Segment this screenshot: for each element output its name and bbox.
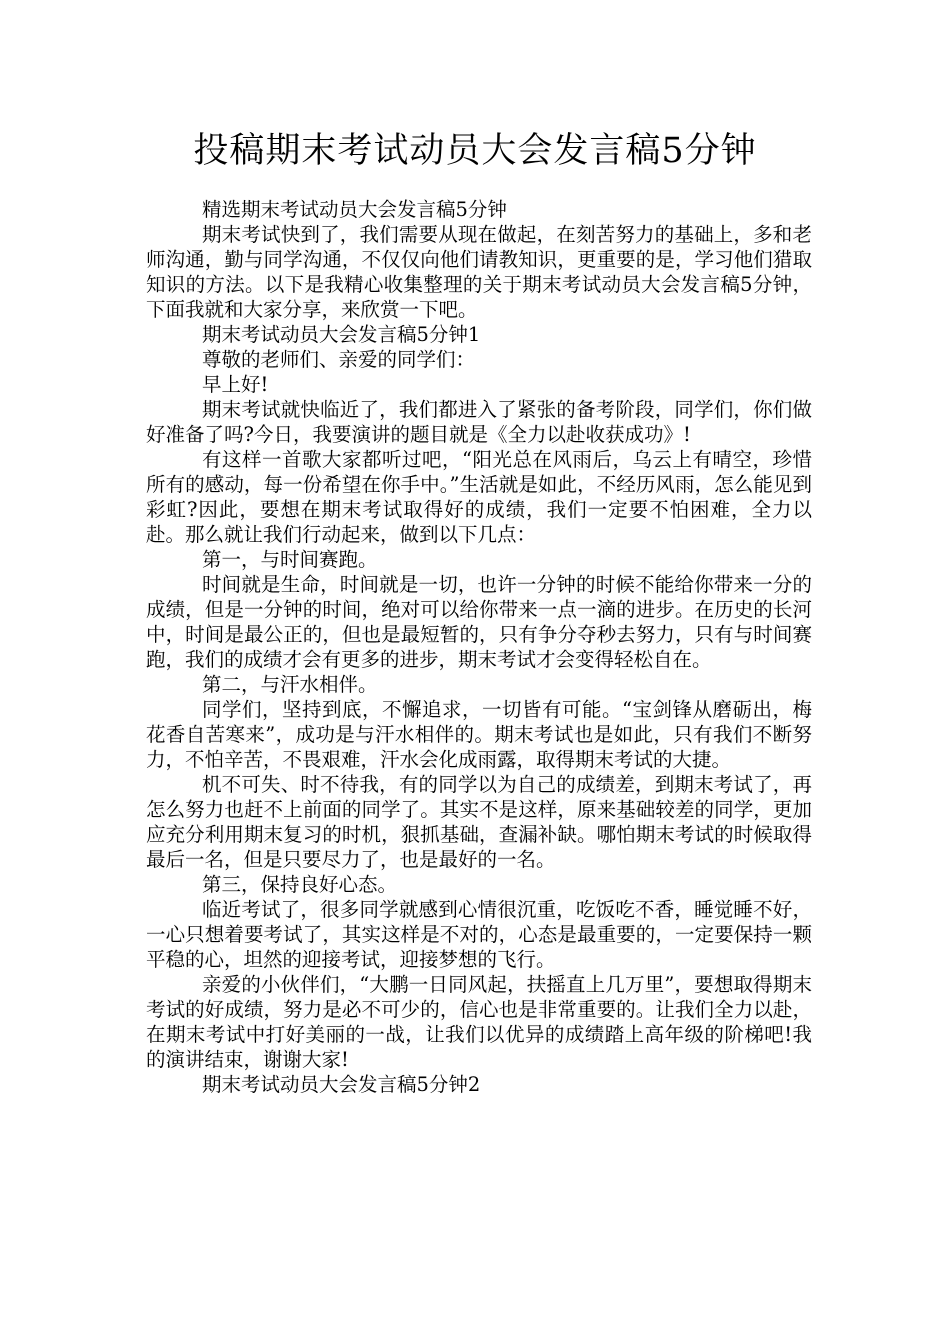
paragraph: 同学们，坚持到底，不懈追求，一切皆有可能。“宝剑锋从磨砺出，梅花香自苦寒来”，成功是与汗水相伴的。期末考试也是如此，只有我们不断努力，不怕辛苦，不畏艰难，汗水会化成雨露，取得期末考试的大捷。 xyxy=(146,698,812,771)
paragraph-greeting: 早上好! xyxy=(202,373,269,396)
paragraph-subtitle: 精选期末考试动员大会发言稿5分钟 xyxy=(202,198,507,221)
paragraph-intro: 期末考试快到了，我们需要从现在做起，在刻苦努力的基础上，多和老师沟通，勤与同学沟通，不仅仅向他们请教知识，更重要的是，学习他们猎取知识的方法。以下是我精心收集整理的关于期末考试动员大会发言稿5分钟，下面我就和大家分享，来欣赏一下吧。 xyxy=(146,223,812,321)
paragraph: 期末考试就快临近了，我们都进入了紧张的备考阶段，同学们，你们做好准备了吗?今日，我要演讲的题目就是《全力以赴收获成功》! xyxy=(146,398,812,446)
point-heading-2: 第二，与汗水相伴。 xyxy=(202,673,378,696)
document-body xyxy=(146,197,812,1097)
section-heading-1: 期末考试动员大会发言稿5分钟1 xyxy=(202,323,481,346)
document-title: 投稿期末考试动员大会发言稿5分钟 xyxy=(193,131,757,171)
paragraph: 临近考试了，很多同学就感到心情很沉重，吃饭吃不香，睡觉睡不好，一心只想着要考试了，其实这样是不对的，心态是最重要的，一定要保持一颗平稳的心，坦然的迎接考试，迎接梦想的飞行。 xyxy=(146,898,812,971)
point-heading-3: 第三，保持良好心态。 xyxy=(202,873,398,896)
point-heading-1: 第一，与时间赛跑。 xyxy=(202,548,378,571)
paragraph: 有这样一首歌大家都听过吧，“阳光总在风雨后，乌云上有晴空，珍惜所有的感动，每一份希望在你手中。”生活就是如此，不经历风雨，怎么能见到彩虹?因此，要想在期末考试取得好的成绩，我们一定要不怕困难，全力以赴。那么就让我们行动起来，做到以下几点： xyxy=(146,448,812,546)
section-heading-2: 期末考试动员大会发言稿5分钟2 xyxy=(202,1073,481,1096)
paragraph: 时间就是生命，时间就是一切，也许一分钟的时候不能给你带来一分的成绩，但是一分钟的时间，绝对可以给你带来一点一滴的进步。在历史的长河中，时间是最公正的，但也是最短暂的，只有争分夺秒去努力，只有与时间赛跑，我们的成绩才会有更多的进步，期末考试才会变得轻松自在。 xyxy=(146,573,812,671)
paragraph-salutation: 尊敬的老师们、亲爱的同学们： xyxy=(202,348,476,371)
paragraph-closing: 亲爱的小伙伴们，“大鹏一日同风起，扶摇直上几万里”，要想取得期末考试的好成绩，努力是必不可少的，信心也是非常重要的。让我们全力以赴，在期末考试中打好美丽的一战，让我们以优异的成绩踏上高年级的阶梯吧!我的演讲结束，谢谢大家! xyxy=(146,973,812,1071)
paragraph: 机不可失、时不待我，有的同学以为自己的成绩差，到期末考试了，再怎么努力也赶不上前面的同学了。其实不是这样，原来基础较差的同学，更加应充分利用期末复习的时机，狠抓基础，查漏补缺。哪怕期末考试的时候取得最后一名，但是只要尽力了，也是最好的一名。 xyxy=(146,773,812,871)
